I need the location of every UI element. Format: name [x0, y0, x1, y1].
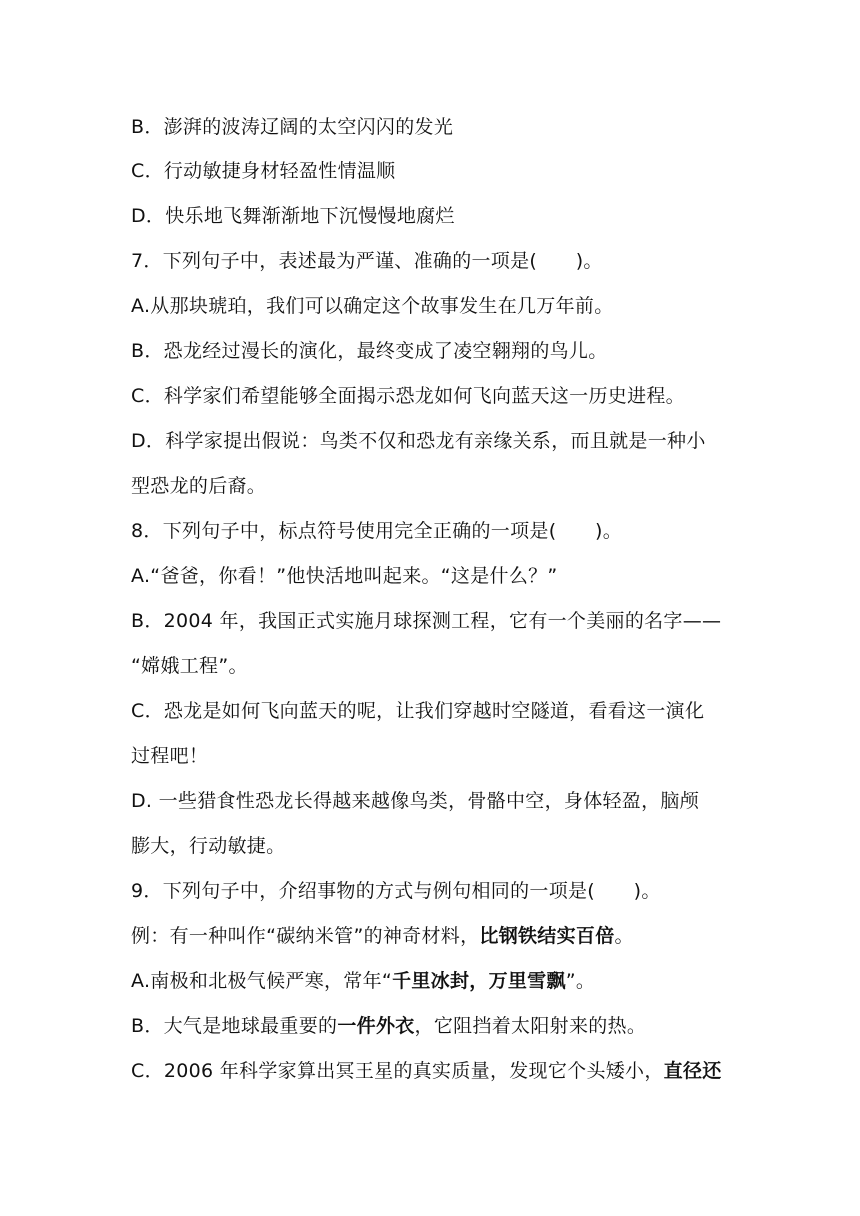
- q7-option-c: C．科学家们希望能够全面揭示恐龙如何飞向蓝天这一历史进程。: [131, 385, 685, 407]
- q9-option-b-text: B．大气是地球最重要的: [131, 1015, 338, 1037]
- q7-option-a: A.从那块琥珀，我们可以确定这个故事发生在几万年前。: [131, 295, 614, 317]
- example-emphasis: 比钢铁结实百倍: [479, 925, 615, 947]
- q8-option-c: C．恐龙是如何飞向蓝天的呢，让我们穿越时空隧道，看看这一演化: [131, 700, 705, 722]
- q8-stem: 8．下列句子中，标点符号使用完全正确的一项是( )。: [131, 520, 623, 542]
- q9-example: [131, 922, 741, 950]
- q9-option-a-end: ”。: [565, 970, 596, 992]
- q8-option-c-cont: 过程吧！: [131, 745, 209, 767]
- q7-option-d-cont: 型恐龙的后裔。: [131, 475, 267, 497]
- q9-option-a-emphasis: 千里冰封，万里雪飘: [392, 970, 566, 992]
- example-text: 例：有一种叫作“碳纳米管”的神奇材料，: [131, 925, 480, 947]
- q9-option-c-text: C．2006 年科学家算出冥王星的真实质量，发现它个头矮小，: [131, 1060, 664, 1082]
- q9-option-a-text: A.南极和北极气候严寒，常年“: [131, 970, 393, 992]
- q8-option-b-cont: “嫦娥工程”。: [131, 655, 248, 677]
- q7-stem: 7．下列句子中，表述最为严谨、准确的一项是( )。: [131, 250, 603, 272]
- q8-option-d-cont: 膨大，行动敏捷。: [131, 835, 286, 857]
- q9-option-b-end: ，它阻挡着太阳射来的热。: [414, 1015, 647, 1037]
- q9-option-c-emphasis: 直径还: [663, 1060, 722, 1082]
- q8-option-a: A.“爸爸，你看！”他快活地叫起来。“这是什么？”: [131, 565, 558, 587]
- q9-option-c: [131, 1057, 741, 1085]
- q9-stem: 9．下列句子中，介绍事物的方式与例句相同的一项是( )。: [131, 880, 661, 902]
- q9-option-b-emphasis: 一件外衣: [337, 1015, 415, 1037]
- q6-option-b: B．澎湃的波涛辽阔的太空闪闪的发光: [131, 116, 454, 138]
- q6-option-d: D．快乐地飞舞渐渐地下沉慢慢地腐烂: [131, 205, 455, 227]
- q7-option-d: D．科学家提出假说：鸟类不仅和恐龙有亲缘关系，而且就是一种小: [131, 430, 706, 452]
- q8-option-b: B．2004 年，我国正式实施月球探测工程，它有一个美丽的名字——: [131, 610, 722, 632]
- q9-option-a: [131, 967, 741, 995]
- q9-option-b: [131, 1012, 741, 1040]
- q7-option-b: B．恐龙经过漫长的演化，最终变成了凌空翱翔的鸟儿。: [131, 340, 608, 362]
- example-end: 。: [614, 925, 634, 947]
- q8-option-d: D. 一些猎食性恐龙长得越来越像鸟类，骨骼中空，身体轻盈，脑颅: [131, 790, 700, 812]
- q6-option-c: C．行动敏捷身材轻盈性情温顺: [131, 160, 396, 182]
